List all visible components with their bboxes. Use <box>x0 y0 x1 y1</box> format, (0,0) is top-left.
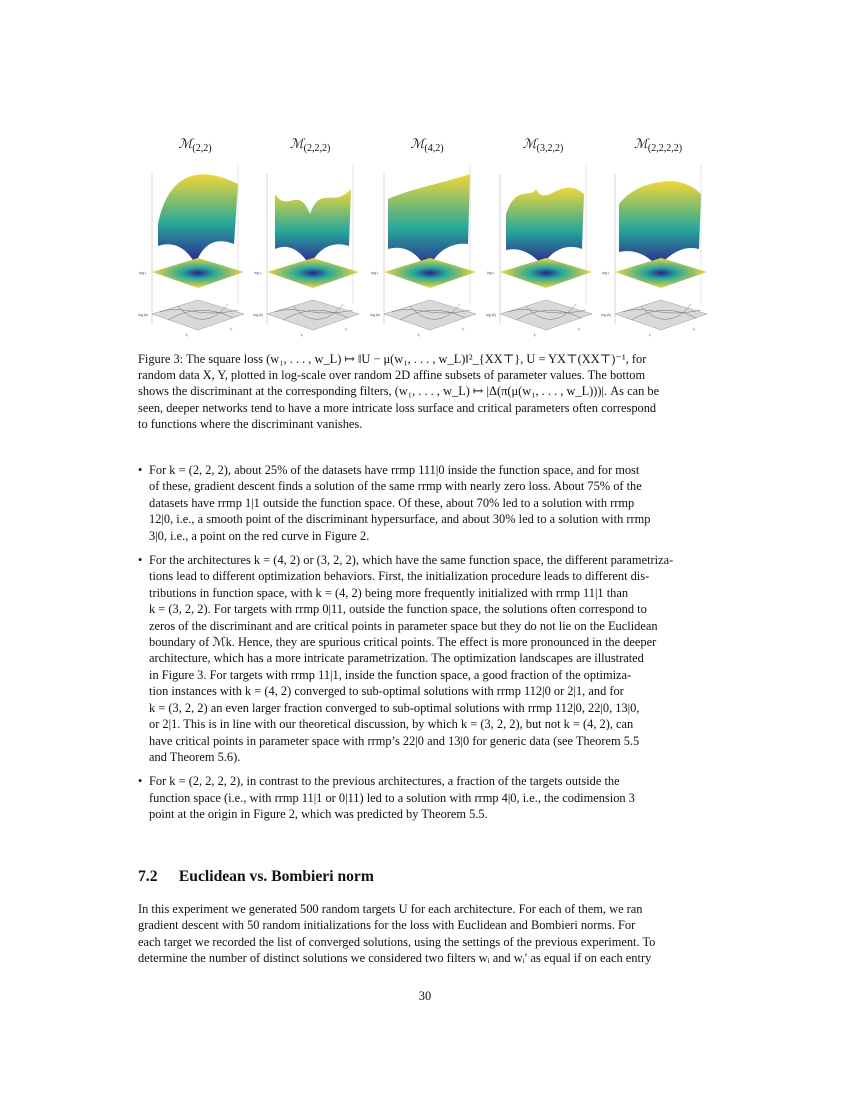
axis-label-t2: t₂ <box>230 327 233 331</box>
bullet-item <box>138 773 714 822</box>
discriminant-plane <box>152 300 244 330</box>
loss-heatmap <box>384 258 476 288</box>
axis-label-discriminant: log |Δ| <box>138 313 148 317</box>
paragraph-line: each target we recorded the list of converged solutions, using the settings of the previous experiment. To <box>138 934 656 949</box>
section-heading <box>138 868 374 886</box>
figure-panel <box>370 136 484 346</box>
panel-title-subscript: (2,2) <box>192 143 212 154</box>
axis-label-loss: log L <box>139 271 147 275</box>
paragraph-line: gradient descent with 50 random initializations for the loss with Euclidean and Bombieri norms. For <box>138 918 636 933</box>
figure-panel <box>138 136 252 346</box>
bullet-list <box>138 462 714 823</box>
bullet-line: 12|0, i.e., a smooth point of the discriminant hypersurface, and about 30% led to a solution with rrmp <box>149 512 651 527</box>
bullet-line: For k = (2, 2, 2, 2), in contrast to the previous architectures, a fraction of the targets outside the <box>149 774 620 789</box>
bullet-line: For the architectures k = (4, 2) or (3, 2, 2), which have the same function space, the different parametriza- <box>149 553 674 568</box>
loss-heatmap <box>267 258 359 288</box>
caption-line: to functions where the discriminant vanishes. <box>138 416 363 431</box>
caption-line: Figure 3: The square loss (w₁, . . . , w_L) ↦ ‖U − μ(w₁, . . . , w_L)‖²_{XX⊤}, U = YX⊤(XX⊤)⁻¹, for <box>138 352 647 366</box>
paragraph-line: determine the number of distinct solutions we considered two filters wᵢ and wᵢ′ as equal if on each entry <box>138 951 652 966</box>
discriminant-plane <box>384 300 476 330</box>
caption-line: shows the discriminant at the corresponding filters, (w₁, . . . , w_L) ↦ |Δ(π(μ(w₁, . . . , w_L)))|. As can be <box>138 384 660 399</box>
bullet-line: architecture, which has a more intricate parametrization. The optimization landscapes are illustrated <box>149 651 644 666</box>
bullet-line: tributions in function space, with k = (4, 2) being more frequently initialized with rrmp 11|1 than <box>149 585 629 600</box>
bullet-line: of these, gradient descent finds a solution of the same rrmp with nearly zero loss. About 75% of the <box>149 479 642 494</box>
axis-label-t2: t₂ <box>462 327 465 331</box>
figure-caption <box>138 351 714 432</box>
loss-surface-plot <box>370 154 484 344</box>
axis-label-discriminant: log |Δ| <box>601 313 611 317</box>
loss-surface <box>275 189 351 266</box>
loss-heatmap <box>152 258 244 288</box>
axis-label-t1: t₁ <box>418 333 421 337</box>
section-title: Euclidean vs. Bombieri norm <box>178 868 374 885</box>
panel-title-symbol: ℳ <box>633 136 648 151</box>
body-paragraph <box>138 901 714 967</box>
bullet-line: zeros of the discriminant and are critical points in parameter space but they do not lie on the Euclidean <box>149 618 658 633</box>
axis-label-t2: t₂ <box>578 327 581 331</box>
axis-label-t2: t₂ <box>345 327 348 331</box>
axis-label-loss: log L <box>371 271 379 275</box>
axis-label-t2: t₂ <box>693 327 696 331</box>
figure-panel <box>601 136 715 346</box>
axis-label-discriminant: log |Δ| <box>253 313 263 317</box>
figure-panel <box>486 136 600 346</box>
loss-surface-plot <box>253 154 367 344</box>
bullet-line: point at the origin in Figure 2, which was predicted by Theorem 5.5. <box>149 807 488 822</box>
loss-heatmap <box>500 258 592 288</box>
loss-surface <box>619 181 701 268</box>
axis-label-discriminant: log |Δ| <box>486 313 496 317</box>
axis-label-t1: t₁ <box>649 333 652 337</box>
panel-title-subscript: (2,2,2,2) <box>647 143 683 154</box>
loss-surface <box>388 174 470 272</box>
bullet-line: 3|0, i.e., a point on the red curve in Figure 2. <box>149 528 370 543</box>
axis-label-t1: t₁ <box>301 333 304 337</box>
panel-title-subscript: (4,2) <box>424 143 444 154</box>
axis-label-discriminant: log |Δ| <box>370 313 380 317</box>
panel-title-subscript: (3,2,2) <box>536 143 564 154</box>
discriminant-plane <box>267 300 359 330</box>
axis-label-loss: log L <box>602 271 610 275</box>
bullet-line: tions lead to different optimization behaviors. First, the initialization procedure leads to different dis- <box>149 569 650 584</box>
bullet-line: or 2|1. This is in line with our theoretical discussion, by which k = (3, 2, 2), but not k = (4, 2), can <box>149 717 634 732</box>
caption-line: seen, deeper networks tend to have a more intricate loss surface and critical parameters often correspond <box>138 400 657 415</box>
discriminant-plane <box>500 300 592 330</box>
bullet-mark: • <box>138 463 143 477</box>
loss-surface <box>506 188 584 266</box>
bullet-line: boundary of ℳk. Hence, they are spurious critical points. The effect is more pronounced in the deeper <box>149 635 657 650</box>
axis-label-loss: log L <box>254 271 262 275</box>
paragraph-line: In this experiment we generated 500 random targets U for each architecture. For each of them, we ran <box>138 902 643 916</box>
caption-line: random data X, Y, plotted in log-scale over random 2D affine subsets of parameter values. The bottom <box>138 368 646 383</box>
panel-title-symbol: ℳ <box>410 136 425 151</box>
panel-title-symbol: ℳ <box>522 136 537 151</box>
bullet-line: k = (3, 2, 2). For targets with rrmp 0|11, outside the function space, the solutions often correspond to <box>149 602 647 617</box>
panel-title-subscript: (2,2,2) <box>303 143 331 154</box>
loss-heatmap <box>615 258 707 288</box>
bullet-line: function space (i.e., with rrmp 11|1 or 0|11) led to a solution with rrmp 4|0, i.e., the codimension 3 <box>149 790 635 805</box>
bullet-mark: • <box>138 553 143 568</box>
loss-surface-plot <box>601 154 715 344</box>
discriminant-plane <box>615 300 707 330</box>
page-number: 30 <box>418 989 432 1003</box>
bullet-line: For k = (2, 2, 2), about 25% of the datasets have rrmp 111|0 inside the function space, and for most <box>149 463 640 477</box>
axis-label-t1: t₁ <box>534 333 537 337</box>
loss-surface-plot <box>486 154 600 344</box>
bullet-line: in Figure 3. For targets with rrmp 11|1, inside the function space, a good fraction of the optimiza- <box>149 667 632 682</box>
axis-label-t1: t₁ <box>186 333 189 337</box>
bullet-mark: • <box>138 774 143 789</box>
figure-panel <box>253 136 367 346</box>
section-number: 7.2 <box>138 868 158 885</box>
panel-title-symbol: ℳ <box>178 136 193 151</box>
figure-3 <box>138 136 714 346</box>
bullet-line: datasets have rrmp 1|1 outside the function space. Of these, about 70% led to a solution with rrmp <box>149 495 635 510</box>
bullet-line: k = (3, 2, 2) an even larger fraction converged to sub-optimal solutions with rrmp 112|0, 22|0, 13|0, <box>149 700 640 715</box>
loss-surface-plot <box>138 154 252 344</box>
bullet-line: have critical points in parameter space with rrmp’s 22|0 and 13|0 for generic data (see Theorem 5.5 <box>149 733 640 748</box>
axis-label-loss: log L <box>487 271 495 275</box>
bullet-item <box>138 552 714 765</box>
bullet-line: and Theorem 5.6). <box>149 749 241 764</box>
bullet-line: tion instances with k = (4, 2) converged to sub-optimal solutions with rrmp 112|0 or 2|1, and for <box>149 684 624 699</box>
panel-title-symbol: ℳ <box>289 136 304 151</box>
bullet-item <box>138 462 714 544</box>
loss-surface <box>158 174 238 264</box>
